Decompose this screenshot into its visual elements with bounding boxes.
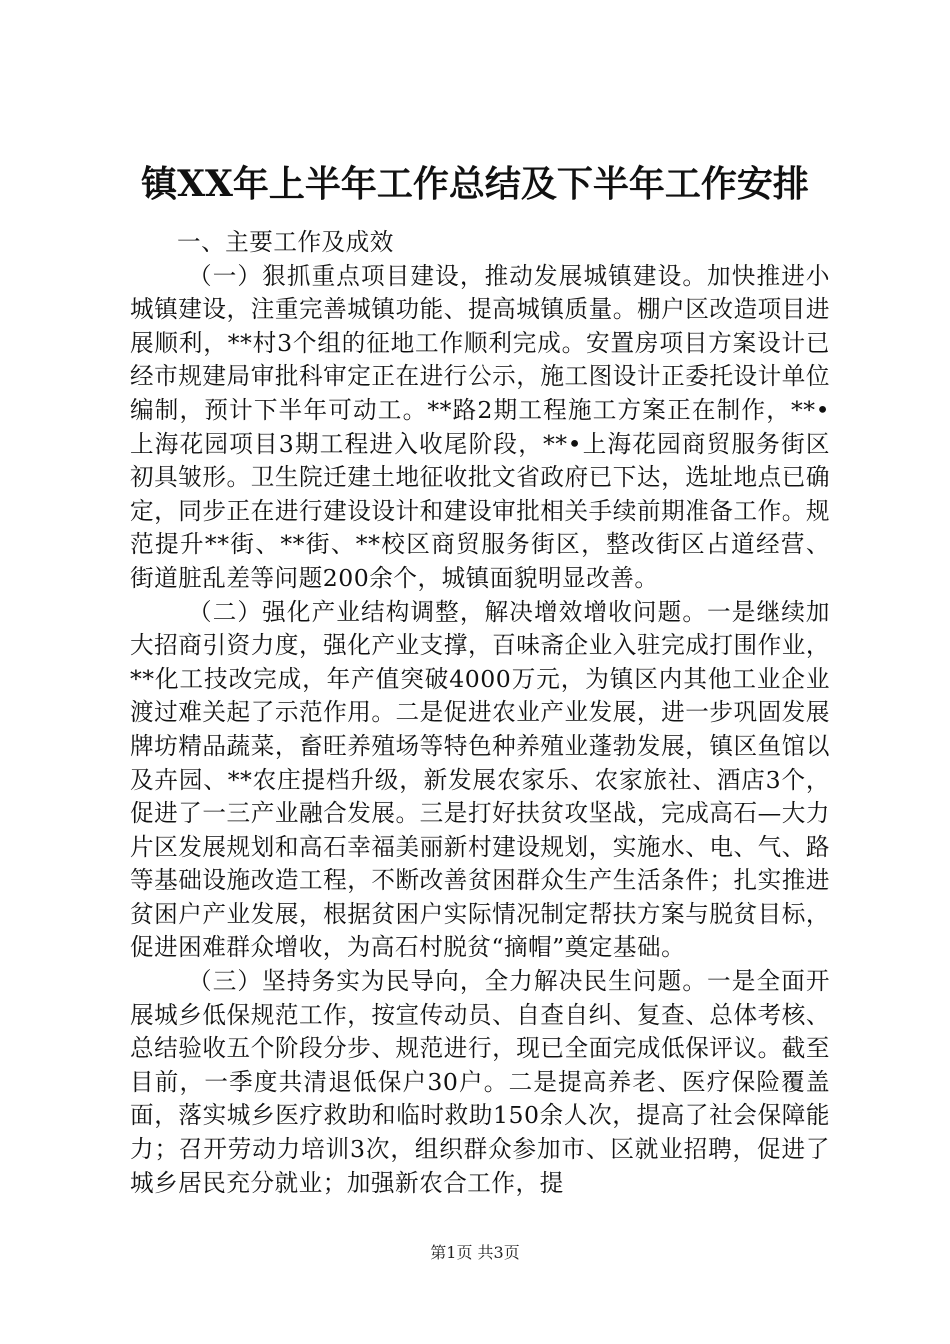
- document-body: [130, 226, 830, 1200]
- document-title: 镇XX年上半年工作总结及下半年工作安排: [141, 163, 809, 205]
- paragraph-1: （一）狠抓重点项目建设，推动发展城镇建设。加快推进小城镇建设，注重完善城镇功能、提高城镇质量。棚户区改造项目进展顺利，**村3个组的征地工作顺利完成。安置房项目方案设计已经市规建局审批科审定正在进行公示，施工图设计正委托设计单位编制，预计下半年可动工。**路2期工程施工方案正在制作，**•上海花园项目3期工程进入收尾阶段，**•上海花园商贸服务街区初具皱形。卫生院迁建土地征收批文省政府已下达，选址地点已确定，同步正在进行建设设计和建设审批相关手续前期准备工作。规范提升**街、**街、**校区商贸服务街区，整改街区占道经营、街道脏乱差等问题200余个，城镇面貌明显改善。: [130, 261, 830, 592]
- paragraph-2: （二）强化产业结构调整，解决增效增收问题。一是继续加大招商引资力度，强化产业支撑，百味斋企业入驻完成打围作业，**化工技改完成，年产值突破4000万元，为镇区内其他工业企业渡过难关起了示范作用。二是促进农业产业发展，进一步巩固发展牌坊精品蔬菜，畜旺养殖场等特色种养殖业蓬勃发展，镇区鱼馆以及卉园、**农庄提档升级，新发展农家乐、农家旅社、酒店3个，促进了一三产业融合发展。三是打好扶贫攻坚战，完成高石—大力片区发展规划和高石幸福美丽新村建设规划，实施水、电、气、路等基础设施改造工程，不断改善贫困群众生产生活条件；扎实推进贫困户产业发展，根据贫困户实际情况制定帮扶方案与脱贫目标，促进困难群众增收，为高石村脱贫“摘帽”奠定基础。: [130, 597, 830, 962]
- paragraph-3: （三）坚持务实为民导向，全力解决民生问题。一是全面开展城乡低保规范工作，按宣传动员、自查自纠、复查、总体考核、总结验收五个阶段分步、规范进行，现已全面完成低保评议。截至目前，一季度共清退低保户30户。二是提高养老、医疗保险覆盖面，落实城乡医疗救助和临时救助150余人次，提高了社会保障能力；召开劳动力培训3次，组织群众参加市、区就业招聘，促进了城乡居民充分就业；加强新农合工作，提: [130, 967, 830, 1197]
- page-footer: 第1页 共3页: [430, 1243, 520, 1262]
- section-heading: 一、主要工作及成效: [177, 228, 394, 256]
